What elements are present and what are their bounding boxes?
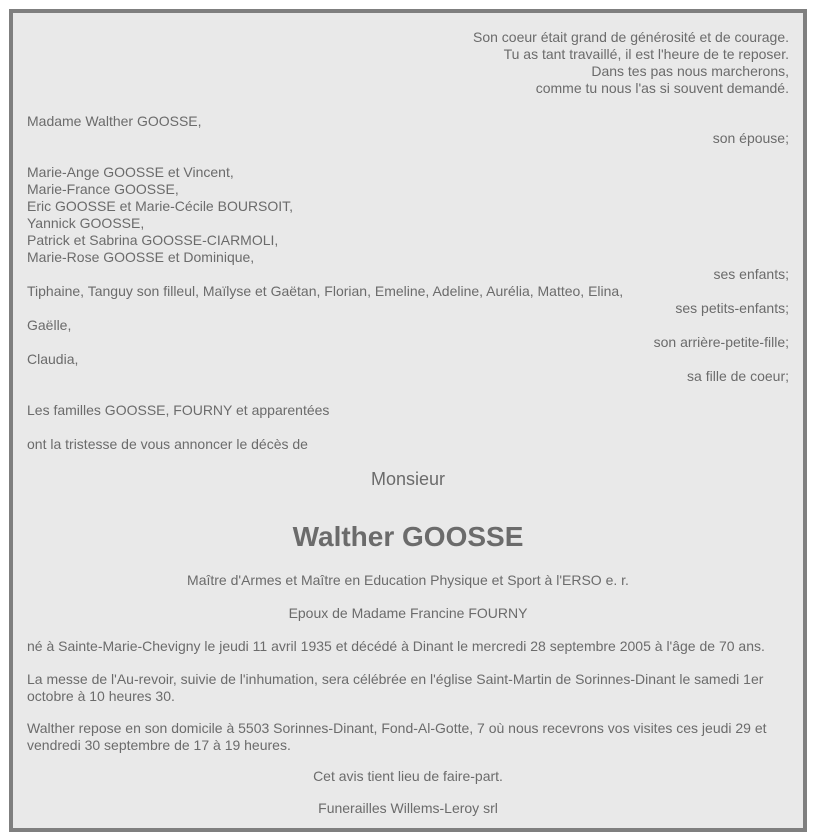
- children-role: ses enfants;: [713, 266, 789, 282]
- notice: Cet avis tient lieu de faire-part.: [313, 768, 503, 784]
- child-name: Marie-Rose GOOSSE et Dominique,: [27, 249, 255, 265]
- poem-line: Son coeur était grand de générosité et de courage.: [473, 29, 789, 45]
- grandchildren-role: ses petits-enfants;: [675, 300, 789, 316]
- funeral-home: Funerailles Willems-Leroy srl: [318, 800, 498, 816]
- title: Monsieur: [370, 469, 446, 489]
- heart-daughter-role: sa fille de coeur;: [687, 368, 789, 384]
- poem-line: comme tu nous l'as si souvent demandé.: [535, 80, 789, 96]
- child-name: Marie-France GOOSSE,: [27, 181, 179, 197]
- obituary-card: [9, 9, 807, 832]
- heart-daughter-name: Claudia,: [27, 351, 79, 367]
- spouse-line: Epoux de Madame Francine FOURNY: [288, 605, 528, 621]
- families-line: Les familles GOOSSE, FOURNY et apparentées: [27, 402, 330, 418]
- child-name: Marie-Ange GOOSSE et Vincent,: [27, 164, 234, 180]
- child-name: Patrick et Sabrina GOOSSE-CIARMOLI,: [27, 232, 279, 248]
- great-grandchild-role: son arrière-petite-fille;: [653, 334, 789, 350]
- grandchildren-names: Tiphaine, Tanguy son filleul, Maïlyse et Gaëtan, Florian, Emeline, Adeline, Aurélia, Matteo, Elina,: [27, 283, 624, 299]
- spouse-name: Madame Walther GOOSSE,: [27, 113, 202, 129]
- child-name: Yannick GOOSSE,: [27, 215, 145, 231]
- mass-info: La messe de l'Au-revoir, suivie de l'inhumation, sera célébrée en l'église Saint-Martin de Sorinnes-Dinant le samedi 1er octobre à 10 heures 30.: [27, 671, 764, 704]
- poem-line: Dans tes pas nous marcherons,: [591, 63, 789, 79]
- obituary-content: [27, 29, 789, 817]
- profession: Maître d'Armes et Maître en Education Physique et Sport à l'ERSO e. r.: [187, 572, 629, 588]
- divider: [27, 419, 789, 436]
- poem: [27, 29, 789, 97]
- child-name: Eric GOOSSE et Marie-Cécile BOURSOIT,: [27, 198, 294, 214]
- spouse-role: son épouse;: [712, 130, 789, 146]
- poem-line: Tu as tant travaillé, il est l'heure de te reposer.: [503, 46, 789, 62]
- deceased-name: Walther GOOSSE: [292, 521, 524, 552]
- birth-death: né à Sainte-Marie-Chevigny le jeudi 11 avril 1935 et décédé à Dinant le mercredi 28 septembre 2005 à l'âge de 70 ans.: [27, 638, 765, 654]
- divider: [27, 385, 789, 402]
- announcement-line: ont la tristesse de vous annoncer le décès de: [27, 436, 308, 452]
- visits-info: Walther repose en son domicile à 5503 Sorinnes-Dinant, Fond-Al-Gotte, 7 où nous recevrons vos visites ces jeudi 29 et vendredi 30 septembre de 17 à 19 heures.: [27, 720, 767, 753]
- divider: [27, 147, 789, 164]
- great-grandchild-name: Gaëlle,: [27, 317, 72, 333]
